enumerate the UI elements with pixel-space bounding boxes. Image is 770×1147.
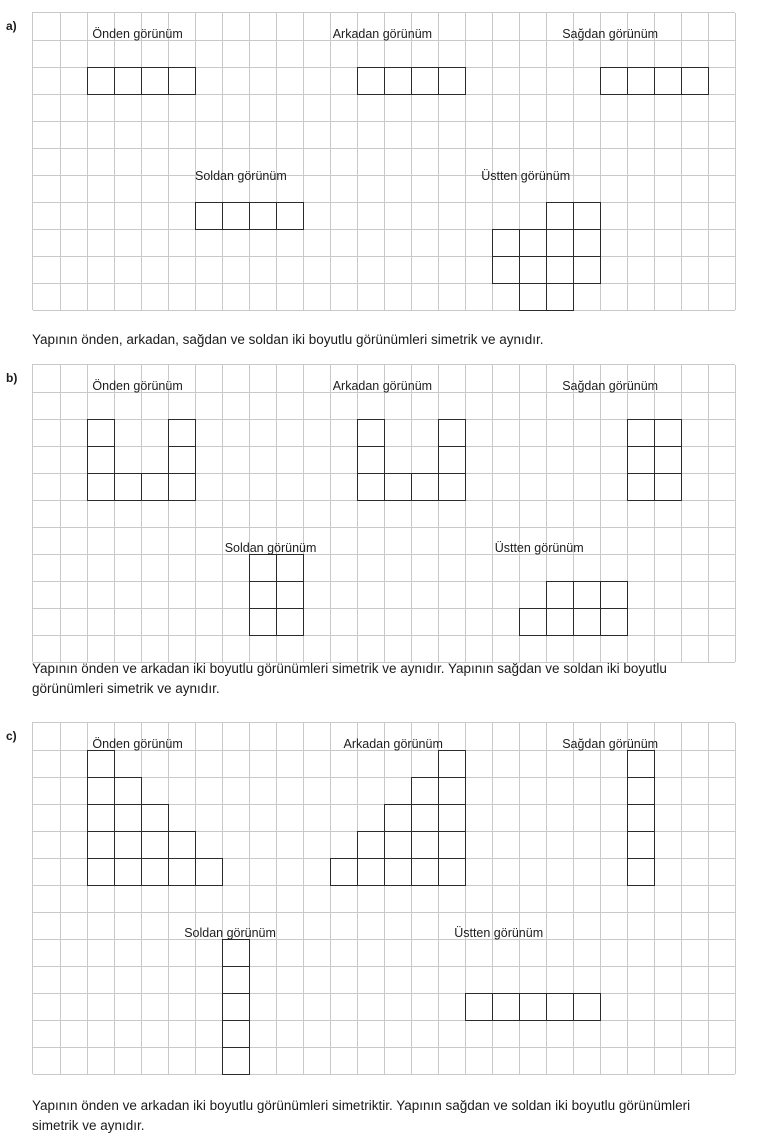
- view-title-front-a: Önden görünüm: [92, 27, 183, 42]
- grid-vline: [60, 13, 61, 310]
- view-title-front-c: Önden görünüm: [92, 737, 183, 752]
- shape-cell-front: [168, 67, 196, 95]
- grid-vline: [303, 13, 304, 310]
- shape-cell-left: [222, 1020, 250, 1048]
- grid-hline: [33, 939, 735, 940]
- grid-vline: [465, 13, 466, 310]
- shape-cell-back: [438, 446, 466, 474]
- shape-cell-front: [87, 473, 115, 501]
- shape-cell-back: [411, 804, 439, 832]
- grid-vline: [384, 365, 385, 662]
- shape-cell-front: [168, 473, 196, 501]
- shape-cell-back: [384, 473, 412, 501]
- grid-board-c: [32, 722, 735, 1074]
- view-title-right-b: Sağdan görünüm: [562, 379, 659, 394]
- shape-cell-front: [87, 858, 115, 886]
- grid-vline: [60, 365, 61, 662]
- grid-vline: [465, 365, 466, 662]
- shape-cell-back: [438, 67, 466, 95]
- grid-hline: [33, 527, 735, 528]
- grid-hline: [33, 283, 735, 284]
- grid-vline: [411, 723, 412, 1074]
- grid-vline: [87, 365, 88, 662]
- shape-cell-front: [87, 804, 115, 832]
- grid-vline: [357, 365, 358, 662]
- shape-cell-front: [87, 419, 115, 447]
- note-b: Yapının önden ve arkadan iki boyutlu görünümleri simetrik ve aynıdır. Yapının sağdan ve soldan iki boyutlu görünümleri simetrik ve aynıdır.: [32, 661, 667, 696]
- grid-vline: [195, 13, 196, 310]
- shape-cell-right: [627, 804, 655, 832]
- shape-cell-top: [546, 229, 574, 257]
- shape-cell-left: [222, 939, 250, 967]
- shape-cell-top: [519, 256, 547, 284]
- grid-vline: [195, 723, 196, 1074]
- grid-vline: [654, 365, 655, 662]
- shape-cell-top: [573, 256, 601, 284]
- grid-vline: [141, 13, 142, 310]
- shape-cell-front: [87, 67, 115, 95]
- view-title-left-a: Soldan görünüm: [195, 169, 287, 184]
- grid-vline: [573, 723, 574, 1074]
- shape-cell-left: [276, 554, 304, 582]
- grid-vline: [357, 723, 358, 1074]
- shape-cell-left: [249, 202, 277, 230]
- grid-vline: [654, 13, 655, 310]
- shape-cell-top: [573, 229, 601, 257]
- shape-cell-right: [627, 858, 655, 886]
- grid-vline: [708, 365, 709, 662]
- note-a: Yapının önden, arkadan, sağdan ve soldan iki boyutlu görünümleri simetrik ve aynıdır.: [32, 332, 544, 347]
- grid-vline: [114, 365, 115, 662]
- view-title-back-b: Arkadan görünüm: [332, 379, 433, 394]
- shape-cell-top: [573, 608, 601, 636]
- grid-hline: [33, 1020, 735, 1021]
- grid-hline: [33, 1074, 735, 1075]
- shape-cell-front: [141, 804, 169, 832]
- shape-cell-right: [654, 67, 682, 95]
- shape-cell-front: [87, 750, 115, 778]
- shape-cell-top: [465, 993, 493, 1021]
- shape-cell-right: [654, 419, 682, 447]
- grid-hline: [33, 966, 735, 967]
- grid-vline: [276, 13, 277, 310]
- section-marker-c: c): [6, 729, 17, 743]
- shape-cell-right: [627, 831, 655, 859]
- grid-vline: [276, 723, 277, 1074]
- shape-cell-front: [195, 858, 223, 886]
- shape-cell-front: [168, 446, 196, 474]
- grid-vline: [222, 365, 223, 662]
- grid-vline: [303, 723, 304, 1074]
- shape-cell-right: [627, 473, 655, 501]
- shape-cell-top: [546, 202, 574, 230]
- shape-cell-left: [249, 581, 277, 609]
- shape-cell-left: [249, 554, 277, 582]
- shape-cell-back: [357, 473, 385, 501]
- grid-vline: [195, 365, 196, 662]
- shape-cell-top: [573, 993, 601, 1021]
- grid-hline: [33, 121, 735, 122]
- grid-vline: [357, 13, 358, 310]
- grid-vline: [384, 723, 385, 1074]
- grid-vline: [681, 13, 682, 310]
- shape-cell-back: [438, 473, 466, 501]
- grid-vline: [492, 723, 493, 1074]
- shape-cell-right: [627, 67, 655, 95]
- shape-cell-back: [384, 67, 412, 95]
- grid-hline: [33, 310, 735, 311]
- grid-hline: [33, 554, 735, 555]
- shape-cell-front: [87, 777, 115, 805]
- shape-cell-back: [411, 473, 439, 501]
- shape-cell-front: [114, 831, 142, 859]
- shape-cell-back: [411, 831, 439, 859]
- shape-cell-right: [627, 446, 655, 474]
- shape-cell-front: [141, 67, 169, 95]
- shape-cell-front: [114, 67, 142, 95]
- grid-vline: [627, 13, 628, 310]
- shape-cell-back: [438, 804, 466, 832]
- grid-vline: [546, 723, 547, 1074]
- grid-hline: [33, 1047, 735, 1048]
- grid-hline: [33, 912, 735, 913]
- shape-cell-back: [438, 831, 466, 859]
- shape-cell-front: [114, 777, 142, 805]
- shape-cell-left: [276, 202, 304, 230]
- view-title-left-c: Soldan görünüm: [184, 926, 276, 941]
- shape-cell-top: [519, 608, 547, 636]
- grid-vline: [600, 723, 601, 1074]
- grid-vline: [330, 365, 331, 662]
- grid-hline: [33, 993, 735, 994]
- grid-lines-a: [33, 13, 735, 310]
- shape-cell-top: [546, 993, 574, 1021]
- shape-cell-back: [438, 419, 466, 447]
- shape-cell-left: [276, 581, 304, 609]
- shape-cell-front: [114, 858, 142, 886]
- grid-vline: [330, 13, 331, 310]
- grid-vline: [438, 13, 439, 310]
- grid-hline: [33, 148, 735, 149]
- grid-board-a: [32, 12, 735, 310]
- shape-cell-front: [141, 473, 169, 501]
- shape-cell-left: [222, 993, 250, 1021]
- grid-vline: [438, 365, 439, 662]
- view-title-front-b: Önden görünüm: [92, 379, 183, 394]
- shape-cell-front: [87, 831, 115, 859]
- shape-cell-front: [141, 858, 169, 886]
- shape-cell-back: [357, 831, 385, 859]
- grid-vline: [735, 723, 736, 1074]
- shape-cell-top: [573, 202, 601, 230]
- shape-cell-front: [87, 446, 115, 474]
- grid-hline: [33, 581, 735, 582]
- shape-cell-front: [168, 858, 196, 886]
- grid-lines-b: [33, 365, 735, 662]
- shape-cell-top: [600, 608, 628, 636]
- shape-cell-back: [357, 67, 385, 95]
- grid-hline: [33, 175, 735, 176]
- grid-vline: [708, 13, 709, 310]
- shape-cell-back: [330, 858, 358, 886]
- note-c: Yapının önden ve arkadan iki boyutlu görünümleri simetriktir. Yapının sağdan ve soldan iki boyutlu görünümleri simetrik ve aynıdır.: [32, 1098, 691, 1133]
- shape-cell-top: [600, 581, 628, 609]
- shape-cell-left: [249, 608, 277, 636]
- grid-vline: [411, 365, 412, 662]
- shape-cell-right: [627, 750, 655, 778]
- shape-cell-right: [627, 419, 655, 447]
- shape-cell-top: [519, 993, 547, 1021]
- shape-cell-top: [492, 256, 520, 284]
- shape-cell-top: [546, 256, 574, 284]
- shape-cell-right: [654, 446, 682, 474]
- grid-vline: [141, 365, 142, 662]
- view-title-top-a: Üstten görünüm: [481, 169, 571, 184]
- shape-cell-left: [195, 202, 223, 230]
- shape-cell-back: [357, 419, 385, 447]
- shape-cell-back: [411, 858, 439, 886]
- view-title-top-c: Üstten görünüm: [454, 926, 544, 941]
- shape-cell-top: [492, 993, 520, 1021]
- shape-cell-back: [411, 777, 439, 805]
- grid-hline: [33, 256, 735, 257]
- grid-hline: [33, 608, 735, 609]
- grid-board-b: [32, 364, 735, 662]
- shape-cell-right: [654, 473, 682, 501]
- view-title-left-b: Soldan görünüm: [224, 541, 317, 556]
- grid-vline: [735, 13, 736, 310]
- shape-cell-front: [114, 804, 142, 832]
- shape-cell-top: [546, 608, 574, 636]
- shape-cell-back: [357, 446, 385, 474]
- grid-vline: [114, 13, 115, 310]
- grid-hline: [33, 635, 735, 636]
- shape-cell-back: [438, 777, 466, 805]
- grid-vline: [249, 13, 250, 310]
- grid-vline: [681, 723, 682, 1074]
- grid-vline: [168, 365, 169, 662]
- shape-cell-front: [141, 831, 169, 859]
- shape-cell-left: [222, 202, 250, 230]
- view-title-right-a: Sağdan görünüm: [562, 27, 659, 42]
- grid-vline: [168, 13, 169, 310]
- shape-cell-top: [492, 229, 520, 257]
- shape-cell-back: [411, 67, 439, 95]
- grid-vline: [60, 723, 61, 1074]
- grid-vline: [330, 723, 331, 1074]
- shape-cell-top: [519, 229, 547, 257]
- view-title-back-c: Arkadan görünüm: [343, 737, 443, 752]
- shape-cell-right: [600, 67, 628, 95]
- shape-cell-top: [519, 283, 547, 311]
- grid-vline: [141, 723, 142, 1074]
- shape-cell-left: [222, 966, 250, 994]
- shape-cell-left: [222, 1047, 250, 1075]
- shape-cell-back: [438, 858, 466, 886]
- grid-hline: [33, 202, 735, 203]
- shape-cell-top: [546, 581, 574, 609]
- shape-cell-front: [168, 831, 196, 859]
- grid-vline: [411, 13, 412, 310]
- grid-hline: [33, 229, 735, 230]
- grid-vline: [681, 365, 682, 662]
- shape-cell-back: [357, 858, 385, 886]
- shape-cell-top: [573, 581, 601, 609]
- shape-cell-back: [384, 858, 412, 886]
- view-title-top-b: Üstten görünüm: [494, 541, 584, 556]
- grid-vline: [384, 13, 385, 310]
- grid-vline: [87, 13, 88, 310]
- shape-cell-back: [438, 750, 466, 778]
- grid-vline: [735, 365, 736, 662]
- grid-vline: [168, 723, 169, 1074]
- section-marker-b: b): [6, 371, 18, 385]
- grid-vline: [519, 723, 520, 1074]
- grid-vline: [492, 365, 493, 662]
- shape-cell-left: [276, 608, 304, 636]
- shape-cell-top: [546, 283, 574, 311]
- grid-vline: [222, 13, 223, 310]
- shape-cell-front: [168, 419, 196, 447]
- shape-cell-right: [627, 777, 655, 805]
- shape-cell-right: [681, 67, 709, 95]
- section-marker-a: a): [6, 19, 17, 33]
- grid-vline: [708, 723, 709, 1074]
- view-title-back-a: Arkadan görünüm: [332, 27, 433, 42]
- shape-cell-back: [384, 804, 412, 832]
- shape-cell-back: [384, 831, 412, 859]
- shape-cell-front: [114, 473, 142, 501]
- view-title-right-c: Sağdan görünüm: [562, 737, 659, 752]
